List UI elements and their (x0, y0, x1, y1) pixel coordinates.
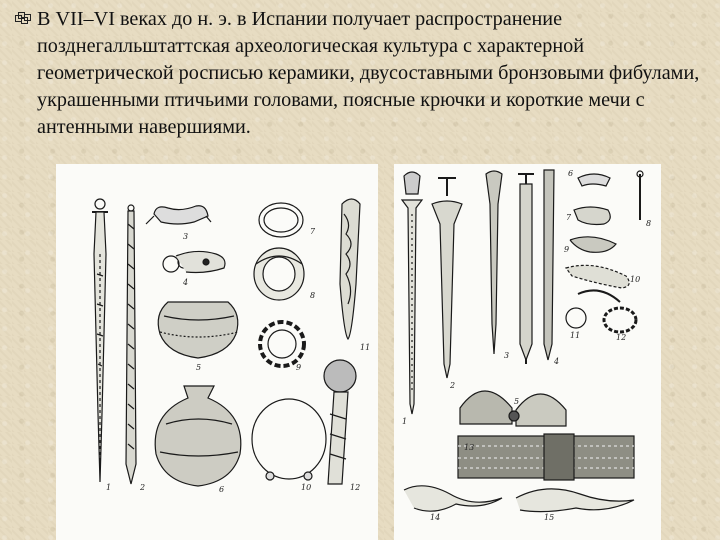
sword-2-right-drawing (432, 178, 462, 378)
vessel-6-drawing (155, 386, 241, 486)
figure-label: 3 (183, 232, 189, 241)
figure-label: 6 (568, 169, 574, 178)
figure-label: 10 (301, 483, 312, 492)
figure-label: 1 (402, 417, 408, 426)
slide-text-block (15, 6, 710, 141)
figure-label: 4 (183, 278, 189, 287)
neck-ring-10-drawing (252, 399, 326, 480)
figure-label: 12 (350, 483, 361, 492)
daggers-3-4-drawing (486, 170, 554, 364)
helmets-5-drawing (460, 391, 566, 426)
figure-label: 9 (296, 363, 302, 372)
bead-bracelet-9-drawing (260, 322, 304, 366)
figure-label: 1 (106, 483, 112, 492)
bracelet-8-drawing (254, 248, 304, 300)
figure-label: 9 (564, 245, 570, 254)
artifacts-drawing-right (394, 164, 661, 540)
fibula-4-drawing (163, 251, 225, 272)
sword-1-drawing (92, 199, 108, 482)
rings-11-12-drawing (566, 308, 636, 332)
figure-label: 6 (219, 485, 225, 494)
vessel-5-drawing (158, 302, 238, 358)
belt-plate-13-drawing (458, 434, 634, 480)
artifact-illustration-right (394, 164, 661, 540)
figure-label: 8 (646, 219, 652, 228)
fibula-3-drawing (146, 206, 211, 224)
figure-label: 3 (504, 351, 510, 360)
figure-label: 5 (514, 397, 520, 406)
figure-label: 8 (310, 291, 316, 300)
paragraph-text: В VII–VI веках до н. э. в Испании получает распространение позднегалльштаттская археологическая культура с характерной геометрической росписью керамики, двусоставными бронзовыми фибулами, украшенными птичьими головами, поясные крючки и короткие мечи с антенными навершиями. (37, 8, 700, 138)
figure-label: 7 (310, 227, 316, 236)
hooks-14-15-drawing (404, 486, 634, 512)
figure-label: 15 (544, 513, 555, 522)
dagger-11-drawing (340, 199, 360, 339)
figurine-12-drawing (324, 360, 356, 484)
figure-label: 10 (630, 275, 641, 284)
figure-label: 13 (464, 443, 475, 452)
figure-label: 7 (566, 213, 572, 222)
ring-7-drawing (259, 203, 303, 237)
artifacts-drawing-left (56, 164, 378, 540)
figure-label: 2 (140, 483, 146, 492)
figure-label: 11 (570, 331, 581, 340)
long-sword-1-drawing (402, 172, 422, 414)
figure-label: 14 (430, 513, 441, 522)
figure-label: 11 (360, 343, 371, 352)
figure-label: 4 (554, 357, 560, 366)
figure-label: 5 (196, 363, 202, 372)
sword-2-drawing (126, 205, 136, 484)
quad-bullet-icon (15, 12, 31, 27)
artifact-illustration-left (56, 164, 378, 540)
figure-label: 2 (450, 381, 456, 390)
figure-label: 12 (616, 333, 627, 342)
